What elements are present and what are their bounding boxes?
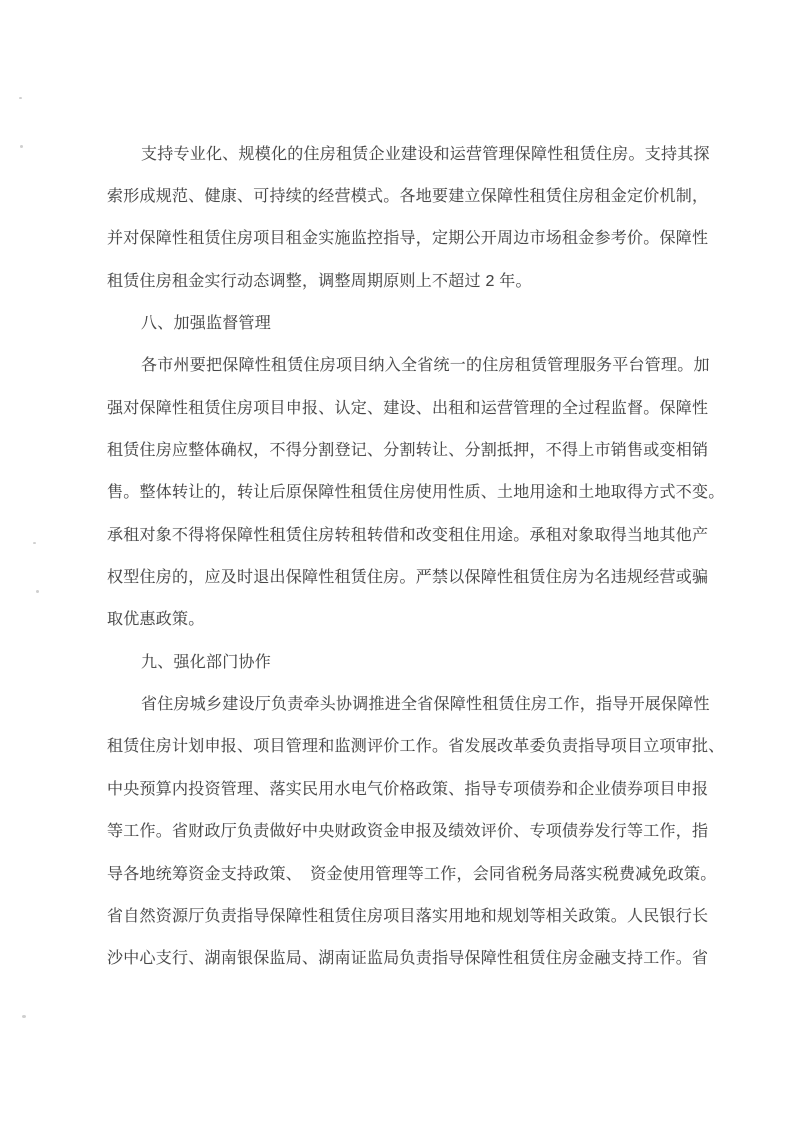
- section-heading: 八、加强监督管理: [141, 315, 272, 333]
- document-line: 支持专业化、规模化的住房租赁企业建设和运营管理保障性租赁住房。支持其探: [141, 145, 710, 163]
- document-line: 租赁住房计划申报、项目管理和监测评价工作。省发展改革委负责指导项目立项审批、: [107, 738, 725, 756]
- document-line: 权型住房的，应及时退出保障性租赁住房。严禁以保障性租赁住房为名违规经营或骗: [107, 569, 709, 587]
- document-line: 等工作。省财政厅负责做好中央财政资金申报及绩效评价、专项债券发行等工作，指: [107, 823, 709, 841]
- document-line: 租赁住房租金实行动态调整，调整周期原则上不超过 2 年。: [107, 272, 532, 290]
- document-line: 承租对象不得将保障性租赁住房转租转借和改变租住用途。承租对象取得当地其他产: [107, 526, 709, 544]
- document-text-block: [107, 131, 725, 978]
- document-line: 沙中心支行、湖南银保监局、湖南证监局负责指导保障性租赁住房金融支持工作。省: [107, 950, 709, 968]
- scan-speck: [20, 145, 23, 148]
- document-line: 导各地统筹资金支持政策、 资金使用管理等工作，会同省税务局落实税费减免政策。: [107, 865, 717, 883]
- document-line: 省住房城乡建设厅负责牵头协调推进全省保障性租赁住房工作，指导开展保障性: [141, 696, 710, 714]
- section-heading: 九、强化部门协作: [141, 653, 272, 671]
- scan-speck: [36, 590, 39, 593]
- scan-speck: [33, 542, 36, 544]
- document-line: 各市州要把保障性租赁住房项目纳入全省统一的住房租赁管理服务平台管理。加: [141, 357, 710, 375]
- document-line: 售。整体转让的，转让后原保障性租赁住房使用性质、土地用途和土地取得方式不变。: [107, 484, 725, 502]
- document-line: 取优惠政策。: [107, 611, 205, 629]
- document-line: 中央预算内投资管理、落实民用水电气价格政策、指导专项债券和企业债券项目申报: [107, 780, 709, 798]
- document-line: 强对保障性租赁住房项目申报、认定、建设、出租和运营管理的全过程监督。保障性: [107, 399, 709, 417]
- document-line: 并对保障性租赁住房项目租金实施监控指导，定期公开周边市场租金参考价。保障性: [107, 230, 709, 248]
- document-line: 索形成规范、健康、可持续的经营模式。各地要建立保障性租赁住房租金定价机制，: [107, 188, 709, 206]
- scan-speck: [19, 97, 22, 99]
- document-line: 省自然资源厅负责指导保障性租赁住房项目落实用地和规划等相关政策。人民银行长: [107, 907, 709, 925]
- document-line: 租赁住房应整体确权，不得分割登记、分割转让、分割抵押，不得上市销售或变相销: [107, 442, 709, 460]
- scan-speck: [22, 1015, 26, 1018]
